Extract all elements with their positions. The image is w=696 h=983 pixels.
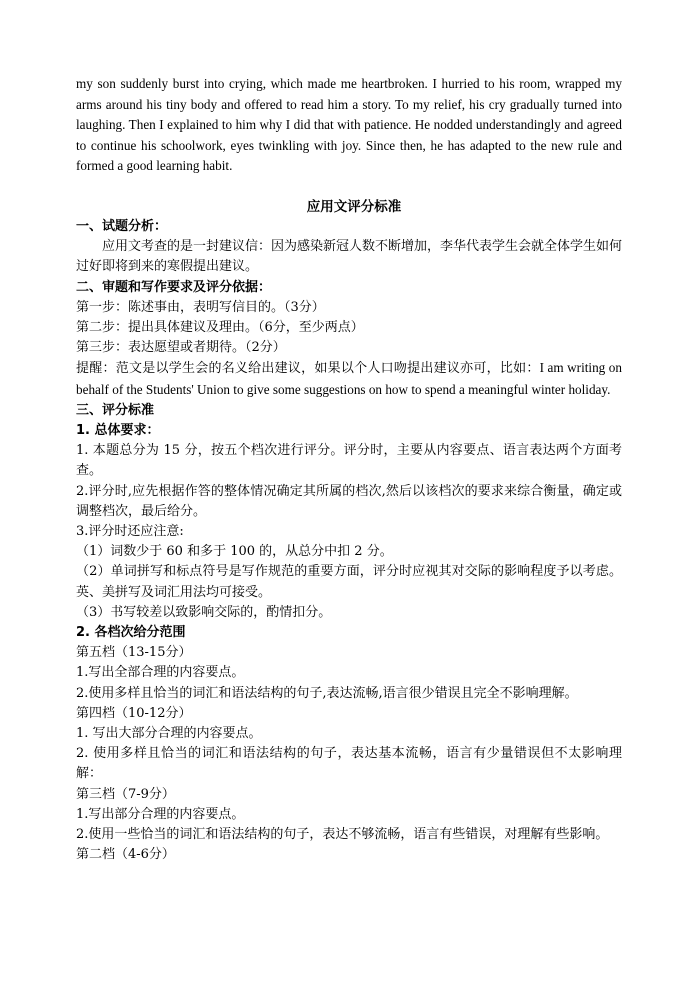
note-spelling: （2）单词拼写和标点符号是写作规范的重要方面，评分时应视其对交际的影响程度予以考虑。英、美拼写及词汇用法均可接受。 (76, 564, 622, 600)
level-4-item-2: 2. 使用多样且恰当的词汇和语法结构的句子，表达基本流畅，语言有少量错误但不太影响理解： (76, 746, 622, 782)
level-5-label: 第五档（13-15分） (76, 645, 192, 661)
subheading-general-requirements: 1. 总体要求： (76, 423, 160, 438)
general-item-1: 1. 本题总分为 15 分，按五个档次进行评分。评分时，主要从内容要点、语言表达两个方面考查。 (76, 443, 622, 479)
level-3-item-2: 2.使用一些恰当的词汇和语法结构的句子，表达不够流畅，语言有些错误，对理解有些影响。 (76, 827, 609, 843)
section-heading-requirements: 二、审题和写作要求及评分依据： (76, 279, 272, 295)
step-two: 第二步：提出具体建议及理由。（6分，至少两点） (76, 319, 364, 335)
analysis-paragraph: 应用文考查的是一封建议信：因为感染新冠人数不断增加，李华代表学生会就全体学生如何过好即将到来的寒假提出建议。 (76, 239, 623, 275)
level-5-item-2: 2.使用多样且恰当的词汇和语法结构的句子,表达流畅,语言很少错误且完全不影响理解。 (76, 685, 578, 701)
general-item-2: 2.评分时,应先根据作答的整体情况确定其所属的档次,然后以该档次的要求来综合衡量，确定或调整档次，最后给分。 (76, 483, 622, 519)
step-three: 第三步：表达愿望或者期待。（2分） (76, 340, 286, 356)
step-one: 第一步：陈述事由，表明写信目的。（3分） (76, 299, 325, 315)
reminder-paragraph (76, 358, 622, 400)
level-4-label: 第四档（10-12分） (76, 705, 192, 721)
story-paragraph: my son suddenly burst into crying, which made me heartbroken. I hurried to his room, wrapped my arms around his tiny body and offered to read him a story. To my relief, his cry gradually turned into laughing. Then I explained to him why I did that with patience. He nodded understandingly and agreed to continue his schoolwork, eyes twinkling with joy. Since then, he has adapted to the new rule and formed a good learning habit. (76, 76, 622, 174)
page-title: 应用文评分标准 (306, 198, 402, 215)
level-5-item-1: 1.写出全部合理的内容要点。 (76, 665, 245, 681)
document-page (76, 74, 622, 865)
level-3-item-1: 1.写出部分合理的内容要点。 (76, 806, 245, 822)
general-item-3: 3.评分时还应注意: (76, 524, 184, 540)
section-heading-analysis: 一、试题分析： (76, 218, 168, 234)
level-3-label: 第三档（7-9分） (76, 786, 175, 802)
reminder-chinese: 提醒：范文是以学生会的名义给出建议，如果以个人口吻提出建议亦可，比如： (76, 361, 540, 377)
section-heading-scoring: 三、评分标准 (76, 402, 155, 418)
level-2-label: 第二档（4-6分） (76, 847, 175, 863)
subheading-score-levels: 2. 各档次给分范围 (76, 625, 186, 641)
note-handwriting: （3）书写较差以致影响交际的，酌情扣分。 (76, 604, 332, 620)
note-word-count: （1）词数少于 60 和多于 100 的，从总分中扣 2 分。 (76, 544, 393, 560)
level-4-item-1: 1. 写出大部分合理的内容要点。 (76, 726, 262, 742)
reminder-english: I am writing on behalf of the Students' Union to give some suggestions on how to spend a meaningful winter holiday. (76, 360, 622, 397)
